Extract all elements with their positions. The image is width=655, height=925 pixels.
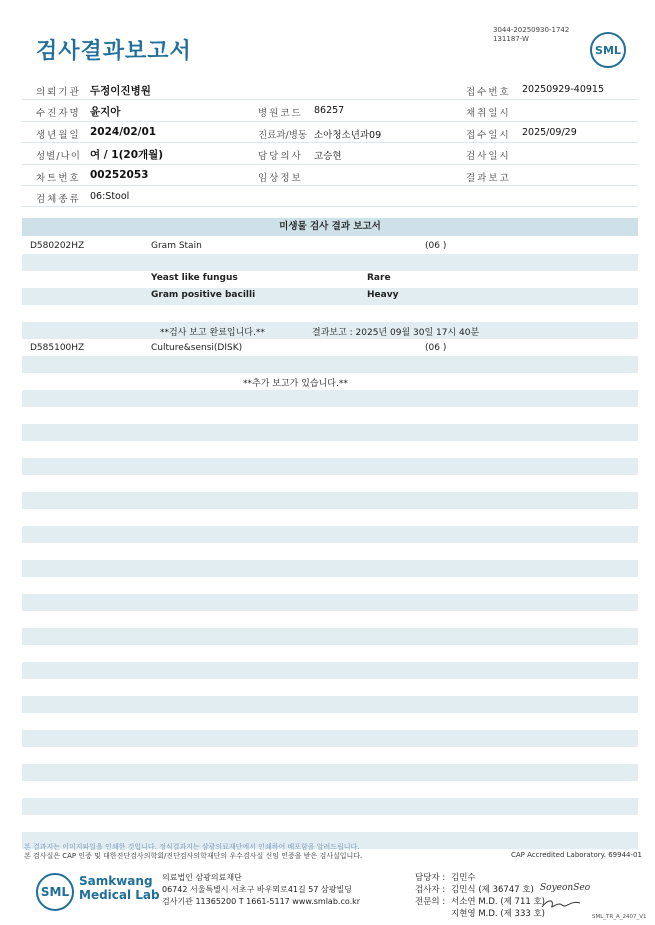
info-row-sex-age: [22, 143, 638, 164]
info-value: 여 / 1(20개월): [90, 149, 164, 162]
result-organism: Yeast like fungus: [151, 273, 238, 283]
info-row-specimen-type: [22, 186, 638, 207]
result-quantity: Rare: [367, 273, 391, 283]
stripe-row: [22, 730, 638, 747]
signature: SoyeonSeo: [540, 883, 591, 893]
sml-footer-logo-icon: SML: [36, 873, 74, 911]
staff-row-manager: [415, 872, 476, 884]
info-row-birthdate: [22, 122, 638, 143]
stripe-row: [22, 798, 638, 815]
org-address: 06742 서울특별시 서초구 바우뫼로41길 57 삼광빌딩: [162, 885, 352, 894]
info-label: 수진자명: [36, 108, 81, 120]
test-specimen: (06 ): [425, 241, 447, 251]
info-label: 의뢰기관: [36, 87, 81, 98]
report-time: 결과보고 : 2025년 09월 30일 17시 40분: [312, 328, 480, 338]
document-id-line2: 131187-W: [493, 35, 529, 43]
info-label: 생년월일: [36, 129, 81, 141]
test-name: Gram Stain: [151, 241, 202, 251]
stripe-row: [22, 628, 638, 645]
result-quantity: Heavy: [367, 290, 399, 300]
result-organism: Gram positive bacilli: [151, 290, 256, 300]
info-row-chart-number: [22, 165, 638, 186]
staff-row-tester: [415, 884, 534, 896]
lab-name-line1: Samkwang: [79, 874, 153, 888]
footer-print-notice: 본 결과지는 이미지파일을 인쇄한 것입니다. 정식결과지는 삼광의료재단에서 인쇄하여 배포함을 알려드립니다.: [24, 843, 360, 851]
organization-info: [162, 872, 360, 908]
stripe-row: [22, 288, 638, 305]
lab-name: [79, 874, 160, 902]
form-code: SML_TR_A_2407_V1: [592, 914, 647, 920]
info-label: 채취일시: [466, 108, 511, 120]
staff-value: 김민식 (제 36747 호): [451, 885, 534, 895]
info-label: 차트번호: [36, 172, 81, 184]
staff-value: 김민수: [451, 873, 476, 883]
report-complete-note: **검사 보고 완료입니다.**: [160, 328, 265, 338]
info-label: 검사일시: [466, 151, 511, 163]
cap-accreditation: CAP Accredited Laboratory. 69944-01: [511, 851, 642, 859]
info-value: 00252053: [90, 168, 149, 181]
stripe-row: [22, 254, 638, 271]
report-heading: 미생물 검사 결과 보고서: [22, 218, 638, 236]
staff-label: 전문의 :: [415, 897, 446, 907]
staff-value: 서소연 M.D. (제 711 호): [451, 897, 546, 907]
additional-report-note: **추가 보고가 있습니다.**: [243, 379, 348, 389]
test-specimen: (06 ): [425, 343, 447, 353]
test-code: D580202HZ: [30, 241, 85, 251]
stripe-row: [22, 424, 638, 441]
info-value: 86257: [314, 105, 345, 117]
info-label: 접수번호: [466, 87, 511, 98]
info-label: 접수일시: [466, 129, 511, 141]
document-id: [493, 26, 569, 44]
stripe-row: [22, 696, 638, 713]
info-row-patient-name: [22, 100, 638, 121]
stripe-row: [22, 390, 638, 407]
info-label: 검체종류: [36, 193, 81, 205]
staff-row-specialist: [415, 896, 546, 908]
org-name: 의료법인 삼광의료재단: [162, 873, 242, 882]
info-value: 윤지아: [90, 106, 121, 119]
test-code: D585100HZ: [30, 343, 85, 353]
info-label: 결과보고: [466, 172, 511, 184]
staff-value: 지현영 M.D. (제 333 호): [451, 909, 546, 919]
stripe-row: [22, 594, 638, 611]
stripe-row: [22, 526, 638, 543]
info-label: 성별/나이: [36, 151, 81, 163]
staff-label: 담당자 :: [415, 873, 446, 883]
stripe-row: [22, 492, 638, 509]
footer-certification-notice: 본 검사실은 CAP 인증 및 대한진단검사의학회/진단검사의학재단의 우수검사실 신임 인증을 받은 검사실입니다.: [24, 852, 363, 860]
staff-label: 검사자 :: [415, 885, 446, 895]
signature-scribble-icon: [540, 897, 582, 911]
stripe-row: [22, 458, 638, 475]
stripe-row: [22, 356, 638, 373]
info-value: 소아청소년과09: [314, 129, 382, 141]
info-value: 2025/09/29: [522, 126, 577, 138]
lab-name-line2: Medical Lab: [79, 888, 160, 902]
info-value: 20250929-40915: [522, 84, 605, 95]
staff-info: [415, 872, 546, 920]
staff-row-specialist-2: [415, 908, 546, 920]
document-id-line1: 3044-20250930-1742: [493, 26, 570, 34]
stripe-row: [22, 662, 638, 679]
info-value: 두정이진병원: [90, 85, 151, 97]
stripe-row: [22, 560, 638, 577]
info-value: 2024/02/01: [90, 125, 157, 138]
test-name: Culture&sensi(DISK): [151, 343, 243, 353]
info-row-requesting-institution: [22, 79, 638, 100]
patient-info-table: [22, 79, 638, 207]
info-value: 06:Stool: [90, 190, 130, 202]
stripe-row: [22, 764, 638, 781]
info-label: 병원코드: [258, 108, 303, 120]
page-title: 검사결과보고서: [36, 39, 192, 64]
info-label: 임상정보: [258, 172, 303, 184]
sml-logo-icon: SML: [590, 32, 626, 68]
info-label: 담당의사: [258, 151, 303, 163]
info-value: 고승현: [314, 151, 342, 163]
org-contact: 검사기관 11365200 T 1661-5117 www.smlab.co.kr: [162, 897, 361, 906]
info-label: 진료과/병동: [258, 129, 308, 141]
